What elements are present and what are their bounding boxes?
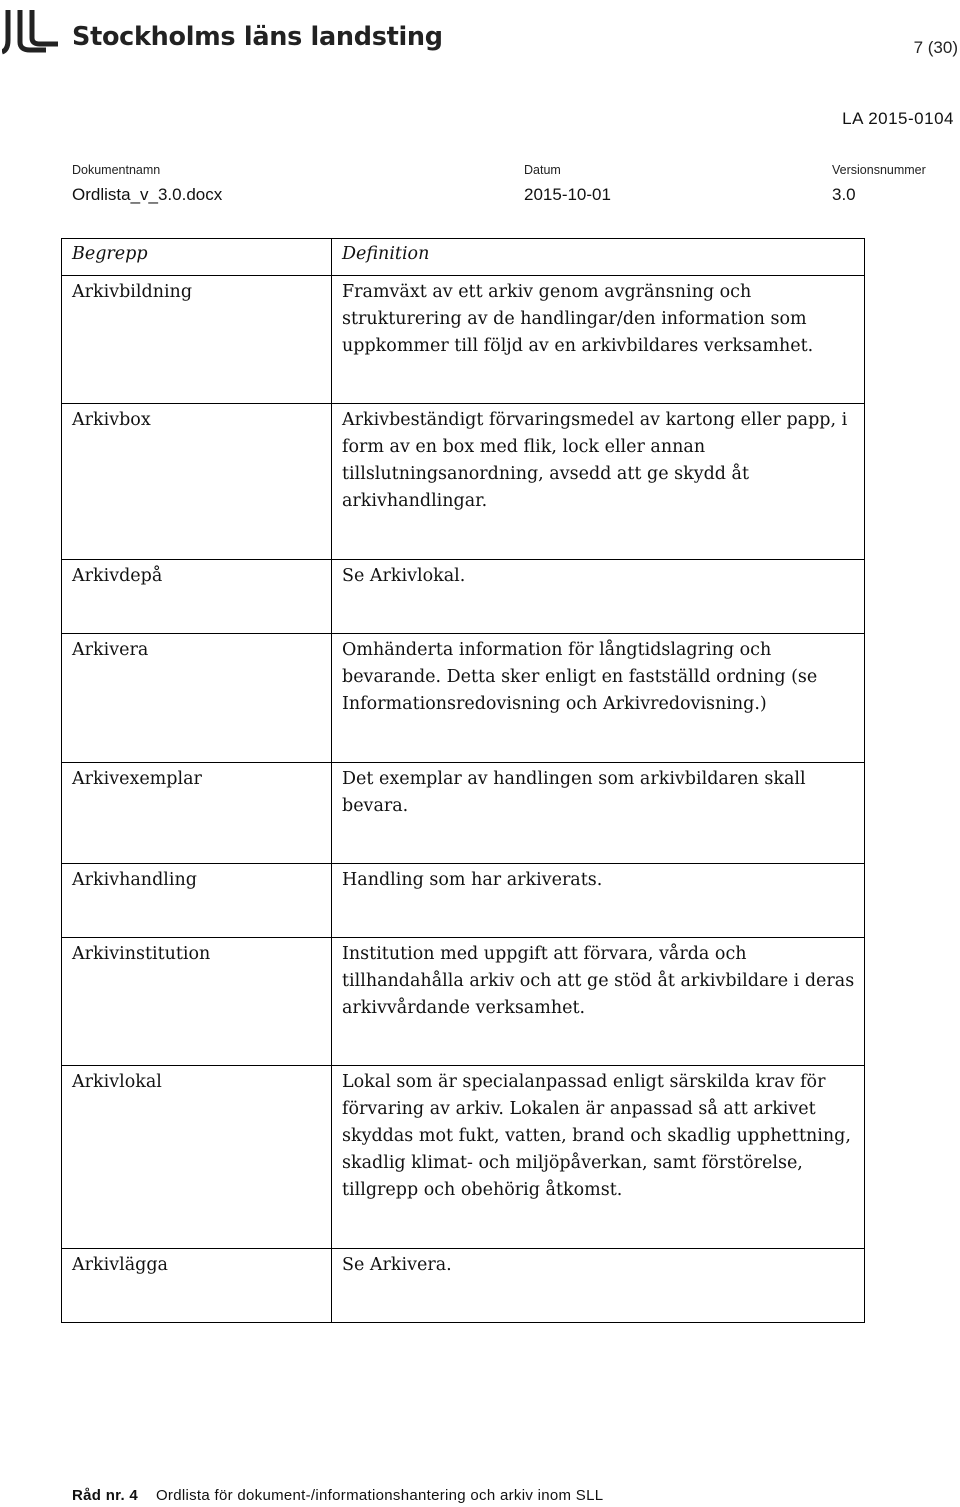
version-label: Versionsnummer [832,163,926,177]
term-cell: Arkivbildning [62,276,332,404]
definition-cell: Se Arkivlokal. [332,560,865,634]
table-row [62,276,865,404]
definition-cell: Handling som har arkiverats. [332,864,865,938]
term-cell: Arkivexemplar [62,763,332,864]
definition-cell: Lokal som är specialanpassad enligt särskilda krav för förvaring av arkiv. Lokalen är anpassad så att arkivet skyddas mot fukt, vatten, brand och skadlig upphettning, skadlig klimat- och miljöpåverkan, samt förstörelse, tillgrepp och obehörig åtkomst. [332,1066,865,1249]
footer [72,1487,603,1504]
logo-text: Stockholms läns landsting [72,22,443,52]
definition-cell: Se Arkivera. [332,1249,865,1323]
definition-cell: Omhänderta information för långtidslagring och bevarande. Detta sker enligt en fastställd ordning (se Informationsredovisning och Arkivredovisning.) [332,634,865,763]
sll-logo [2,6,64,58]
table-row [62,1249,865,1323]
definition-cell: Institution med uppgift att förvara, vårda och tillhandahålla arkiv och att ge stöd åt arkivbildare i deras arkivvårdande verksamhet. [332,938,865,1066]
page-number: 7 (30) [913,38,958,57]
date-value: 2015-10-01 [524,185,611,204]
term-cell: Arkivhandling [62,864,332,938]
term-cell: Arkivlägga [62,1249,332,1323]
table-row [62,404,865,560]
glossary-table [61,238,865,1323]
doc-name-label: Dokumentnamn [72,163,161,177]
term-cell: Arkivlokal [62,1066,332,1249]
sll-logo-icon [2,6,64,58]
date-label: Datum [524,163,561,177]
definition-cell: Framväxt av ett arkiv genom avgränsning och strukturering av de handlingar/den information som uppkommer till följd av en arkivbildares verksamhet. [332,276,865,404]
term-cell: Arkivinstitution [62,938,332,1066]
definition-cell: Det exemplar av handlingen som arkivbildaren skall bevara. [332,763,865,864]
table-header-row [62,239,865,276]
term-column-header: Begrepp [62,239,332,276]
table-row [62,938,865,1066]
table-row [62,864,865,938]
advice-number: Råd nr. 4 [72,1487,139,1504]
term-cell: Arkivera [62,634,332,763]
document-id: LA 2015-0104 [842,109,954,128]
term-cell: Arkivbox [62,404,332,560]
table-row [62,1066,865,1249]
version-value: 3.0 [832,185,856,204]
table-row [62,634,865,763]
footer-title: Ordlista för dokument-/informationshantering och arkiv inom SLL [155,1487,604,1504]
table-row [62,560,865,634]
term-cell: Arkivdepå [62,560,332,634]
definition-column-header: Definition [332,239,865,276]
doc-name-value: Ordlista_v_3.0.docx [72,185,223,204]
definition-cell: Arkivbeständigt förvaringsmedel av kartong eller papp, i form av en box med flik, lock eller annan tillslutningsanordning, avsedd att ge skydd åt arkivhandlingar. [332,404,865,560]
table-row [62,763,865,864]
